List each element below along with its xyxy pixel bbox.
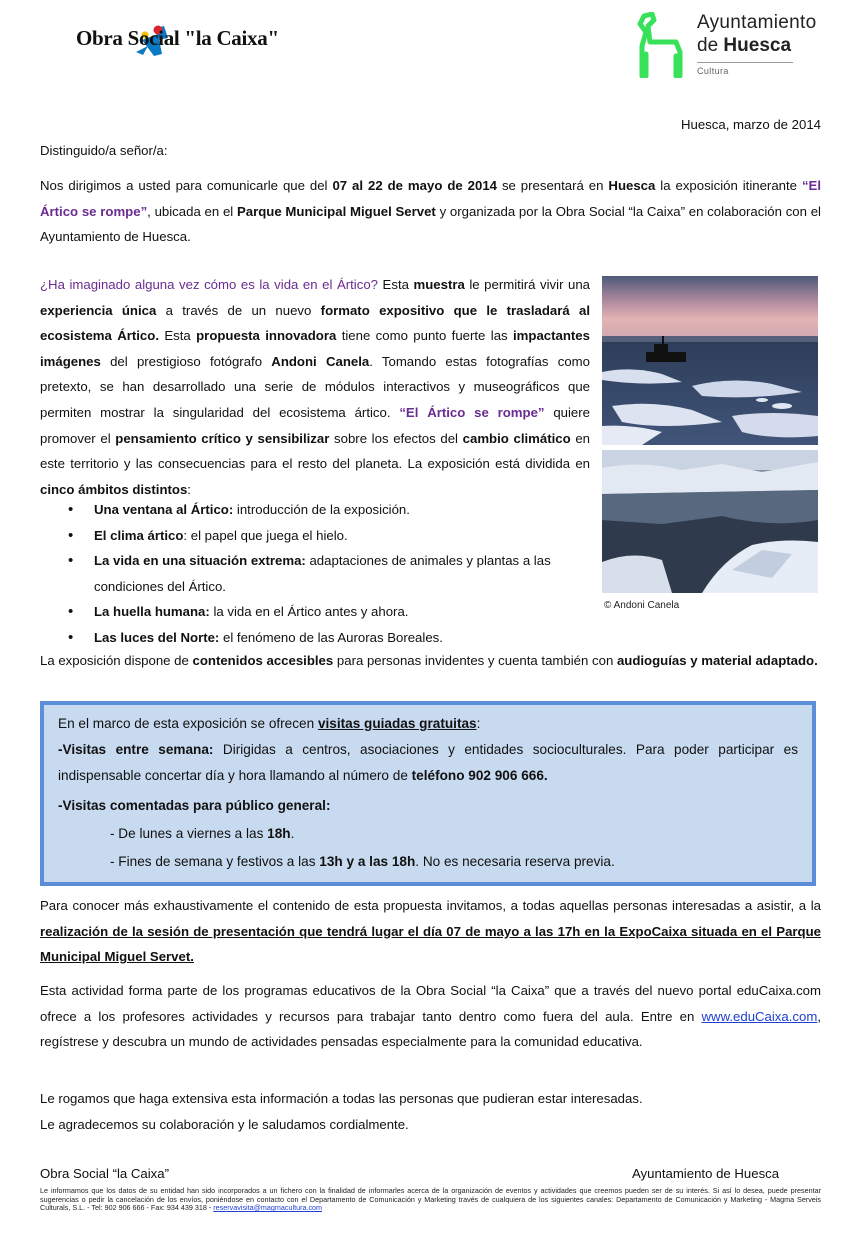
list-item: • La vida en una situación extrema: adaptaciones de animales y plantas a las condiciones del Ártico.: [40, 548, 600, 599]
exhibition-areas-list: [40, 497, 600, 651]
public-visits-heading: -Visitas comentadas para público general:: [58, 798, 331, 813]
ayuntamiento-title: Ayuntamiento: [697, 12, 817, 33]
arctic-boat-photo: [602, 276, 818, 445]
closing-line-2: Le agradecemos su colaboración y le saludamos cordialmente.: [40, 1116, 409, 1132]
educaixa-paragraph: Esta actividad forma parte de los programas educativos de la Obra Social “la Caixa” que a través del nuevo portal eduCaixa.com ofrece a los profesores actividades y recursos para trabajar tanto dentro como fuera del aula. Entre en www.eduCaixa.com, regístrese y descubra un mundo de actividades pensadas especialmente para la comunidad educativa.: [40, 983, 821, 1050]
footer-legal-notice: Le informamos que los datos de su entidad han sido incorporados a un fichero con la finalidad de informarles acerca de la organización de eventos y actividades que creemos pueden ser de su interés. Si así lo desea, puede presentar sugerencias o pedir la cancelación de los envíos, poniéndose en contacto con el Departamento de Comunicación y Marketing través de cualquiera de los siguientes canales: Departamento de Comunicación y Marketing - Magma Serveis Culturals, S.L. - Tel: 902 906 666 - Fax: 934 439 318 - reservavisita@magmacultura.com: [40, 1186, 821, 1213]
footer-signature-left: Obra Social “la Caixa”: [40, 1166, 169, 1181]
list-item: • El clima ártico: el papel que juega el hielo.: [40, 523, 600, 549]
weekday-visits: -Visitas entre semana: Dirigidas a centros, asociaciones y entidades socioculturales. Para poder participar es indispensable concertar día y hora llamando al número de teléfono 902 906 666.: [58, 742, 798, 783]
list-item: • La huella humana: la vida en el Ártico antes y ahora.: [40, 599, 600, 625]
caixa-brand-name: Obra Social "la Caixa": [76, 26, 279, 50]
ayuntamiento-dept: Cultura: [697, 66, 729, 76]
closing-line-1: Le rogamos que haga extensiva esta información a todas las personas que pudieran estar interesadas.: [40, 1091, 643, 1106]
phone-number: teléfono 902 906 666.: [411, 768, 548, 783]
lead-question: ¿Ha imaginado alguna vez cómo es la vida en el Ártico?: [40, 277, 378, 292]
exhibition-venue: Parque Municipal Miguel Servet: [236, 203, 436, 219]
guided-visits-box: [40, 701, 816, 886]
weekend-schedule: - Fines de semana y festivos a las 13h y a las 18h. No es necesaria reserva previa.: [110, 854, 615, 869]
accessibility-paragraph: La exposición dispone de contenidos accesibles para personas invidentes y cuenta también con audioguías y material adaptado.: [40, 653, 818, 668]
box-intro: En el marco de esta exposición se ofrecen visitas guiadas gratuitas:: [58, 716, 481, 731]
huesca-horse-logo-icon: [636, 12, 688, 78]
ayuntamiento-city-name: Huesca: [723, 35, 792, 56]
photo-credit: © Andoni Canela: [604, 600, 680, 611]
weekday-schedule: - De lunes a viernes a las 18h.: [110, 826, 295, 841]
letter-greeting: Distinguido/a señor/a:: [40, 143, 168, 158]
free-visits-label: visitas guiadas gratuitas: [317, 716, 477, 731]
letter-date: Huesca, marzo de 2014: [680, 117, 821, 132]
footer-email-link[interactable]: reservavisita@magmacultura.com: [213, 1203, 323, 1213]
exhibition-title: “El Ártico se rompe”: [40, 178, 821, 219]
ayuntamiento-city: [697, 35, 791, 57]
list-item: • Una ventana al Ártico: introducción de la exposición.: [40, 497, 600, 523]
photographer-name: Andoni Canela: [271, 353, 370, 369]
main-description: ¿Ha imaginado alguna vez cómo es la vida en el Ártico? Esta muestra le permitirá vivir una experiencia única a través de un nuevo formato expositivo que le trasladará al ecosistema Ártico. Esta propuesta innovadora tiene como punto fuerte las impactantes imágenes del prestigioso fotógrafo Andoni Canela. Tomando estas fotografías como pretexto, se han desarrollado una serie de módulos interactivos y museográficos que permiten mostrar la singularidad del ecosistema ártico. “El Ártico se rompe” quiere promover el pensamiento crítico y sensibilizar sobre los efectos del cambio climático en este territorio y las consecuencias para el resto del planeta. La exposición está dividida en cinco ámbitos distintos:: [40, 277, 591, 497]
ayuntamiento-de: de: [697, 35, 719, 56]
presentation-paragraph: Para conocer más exhaustivamente el contenido de esta propuesta invitamos, a todas aquellas personas interesadas a asistir, a la realización de la sesión de presentación que tendrá lugar el día 07 de mayo a las 17h en la ExpoCaixa situada en el Parque Municipal Miguel Servet.: [40, 898, 821, 965]
list-item: • Las luces del Norte: el fenómeno de las Auroras Boreales.: [40, 625, 600, 651]
footer-signature-right: Ayuntamiento de Huesca: [632, 1166, 780, 1181]
exhibition-dates: 07 al 22 de mayo de 2014: [332, 178, 497, 193]
ayuntamiento-divider: [697, 62, 793, 63]
intro-paragraph: Nos dirigimos a usted para comunicarle que del 07 al 22 de mayo de 2014 se presentará en Huesca la exposición itinerante “El Ártico se rompe”, ubicada en el Parque Municipal Miguel Servet y organizada por la Obra Social “la Caixa” en colaboración con el Ayuntamiento de Huesca.: [40, 178, 821, 245]
closing: [40, 1086, 821, 1137]
educaixa-link[interactable]: www.eduCaixa.com: [701, 1008, 818, 1024]
presentation-session: realización de la sesión de presentación que tendrá lugar el día 07 de mayo a las 17h en la ExpoCaixa situada en el Parque Municipal Miguel Servet.: [40, 923, 821, 965]
arctic-ice-photo: [602, 450, 818, 593]
